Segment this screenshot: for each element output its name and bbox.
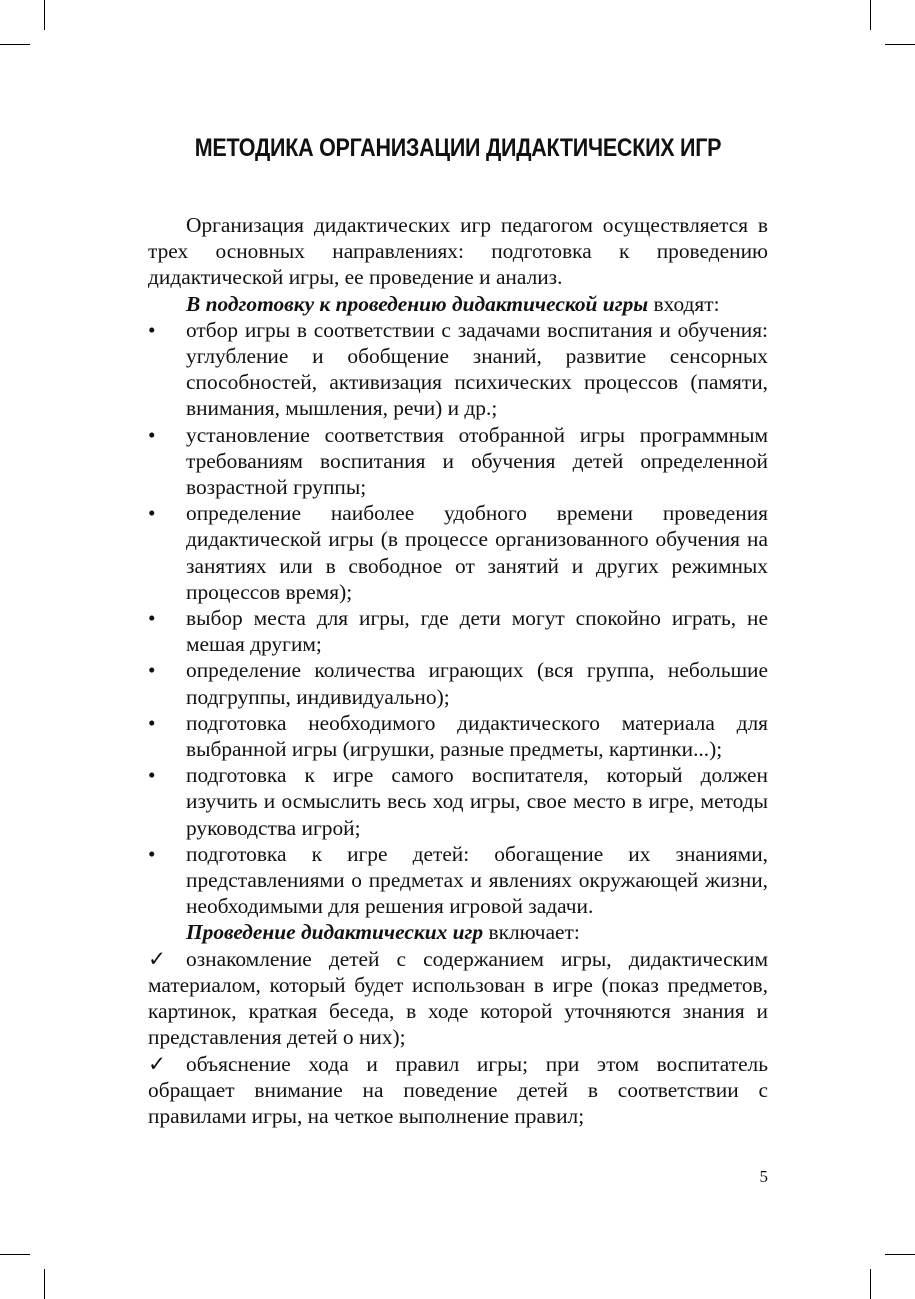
checkmark-icon: ✓: [148, 946, 166, 971]
page-body: [148, 212, 768, 1129]
bullet-marker: •: [148, 317, 156, 342]
bullet-marker: •: [148, 501, 156, 526]
list-item-text: определение наиболее удобного времени проведения дидактической игры (в процессе организованного обучения на занятиях или в свободное от занятий и других режимных процессов время);: [186, 501, 768, 604]
page-title: МЕТОДИКА ОРГАНИЗАЦИИ ДИДАКТИЧЕСКИХ ИГР: [194, 134, 722, 162]
list-item-text: отбор игры в соответствии с задачами воспитания и обучения: углубление и обобщение знаний, развитие сенсорных способностей, активизация психических процессов (памяти, внимания, мышления, речи) и др.;: [186, 317, 768, 421]
list-item: [148, 317, 768, 422]
conduct-lead-paragraph: [148, 919, 768, 945]
bullet-marker: •: [148, 658, 156, 683]
list-item-text: выбор места для игры, где дети могут спокойно играть, не мешая другим;: [186, 606, 768, 657]
crop-mark-bottom-right-horizontal: [885, 1254, 915, 1255]
list-item: [148, 762, 768, 841]
bullet-marker: •: [148, 710, 156, 735]
list-item-text: установление соответствия отобранной игры программным требованиям воспитания и обучения детей определенной возрастной группы;: [186, 422, 768, 500]
conduct-lead-rest: включает:: [483, 920, 580, 945]
prep-lead-paragraph: [148, 291, 768, 317]
list-item-text: подготовка к игре детей: обогащение их знаниями, представлениями о предметах и явлениях окружающей жизни, необходимыми для решения игровой задачи.: [186, 841, 768, 919]
crop-mark-bottom-left-horizontal: [0, 1254, 30, 1255]
list-item-text: определение количества играющих (вся группа, небольшие подгруппы, индивидуально);: [186, 658, 768, 709]
conduct-check-list: [148, 946, 768, 1129]
list-item: [148, 422, 768, 501]
list-item-text: ознакомление детей с содержанием игры, дидактическим материалом, который будет использован в игре (показ предметов, картинок, краткая беседа, в ходе которой уточняются знания и представления детей о них);: [148, 946, 768, 1050]
crop-mark-top-left-vertical: [44, 0, 45, 30]
intro-paragraph: Организация дидактических игр педагогом осуществляется в трех основных направлениях: подготовка к проведению дидактической игры, ее проведение и анализ.: [148, 213, 768, 290]
prep-lead-emphasis: В подготовку к проведению дидактической игры: [186, 291, 649, 316]
crop-mark-top-right-vertical: [870, 0, 871, 30]
list-item: [148, 946, 768, 1051]
crop-mark-bottom-right-vertical: [870, 1269, 871, 1299]
bullet-marker: •: [148, 606, 156, 631]
page-number: 5: [759, 1167, 768, 1186]
list-item-text: подготовка необходимого дидактического материала для выбранной игры (игрушки, разные предметы, картинки...);: [186, 710, 768, 762]
list-item: [148, 500, 768, 605]
conduct-lead-emphasis: Проведение дидактических игр: [186, 920, 484, 945]
crop-mark-bottom-left-vertical: [44, 1269, 45, 1299]
list-item: [148, 841, 768, 920]
list-item: [148, 605, 768, 657]
bullet-marker: •: [148, 763, 156, 788]
list-item: [148, 1051, 768, 1130]
checkmark-icon: ✓: [148, 1051, 166, 1076]
crop-mark-top-right-horizontal: [885, 44, 915, 45]
list-item: [148, 657, 768, 709]
bullet-marker: •: [148, 422, 156, 447]
bullet-marker: •: [148, 841, 156, 866]
prep-bullet-list: [148, 317, 768, 920]
crop-mark-top-left-horizontal: [0, 44, 30, 45]
list-item: [148, 710, 768, 762]
prep-lead-rest: входят:: [648, 291, 720, 316]
list-item-text: объяснение хода и правил игры; при этом воспитатель обращает внимание на поведение детей в соответствии с правилами игры, на четкое выполнение правил;: [148, 1051, 768, 1128]
list-item-text: подготовка к игре самого воспитателя, который должен изучить и осмыслить весь ход игры, свое место в игре, методы руководства игрой;: [186, 763, 768, 840]
